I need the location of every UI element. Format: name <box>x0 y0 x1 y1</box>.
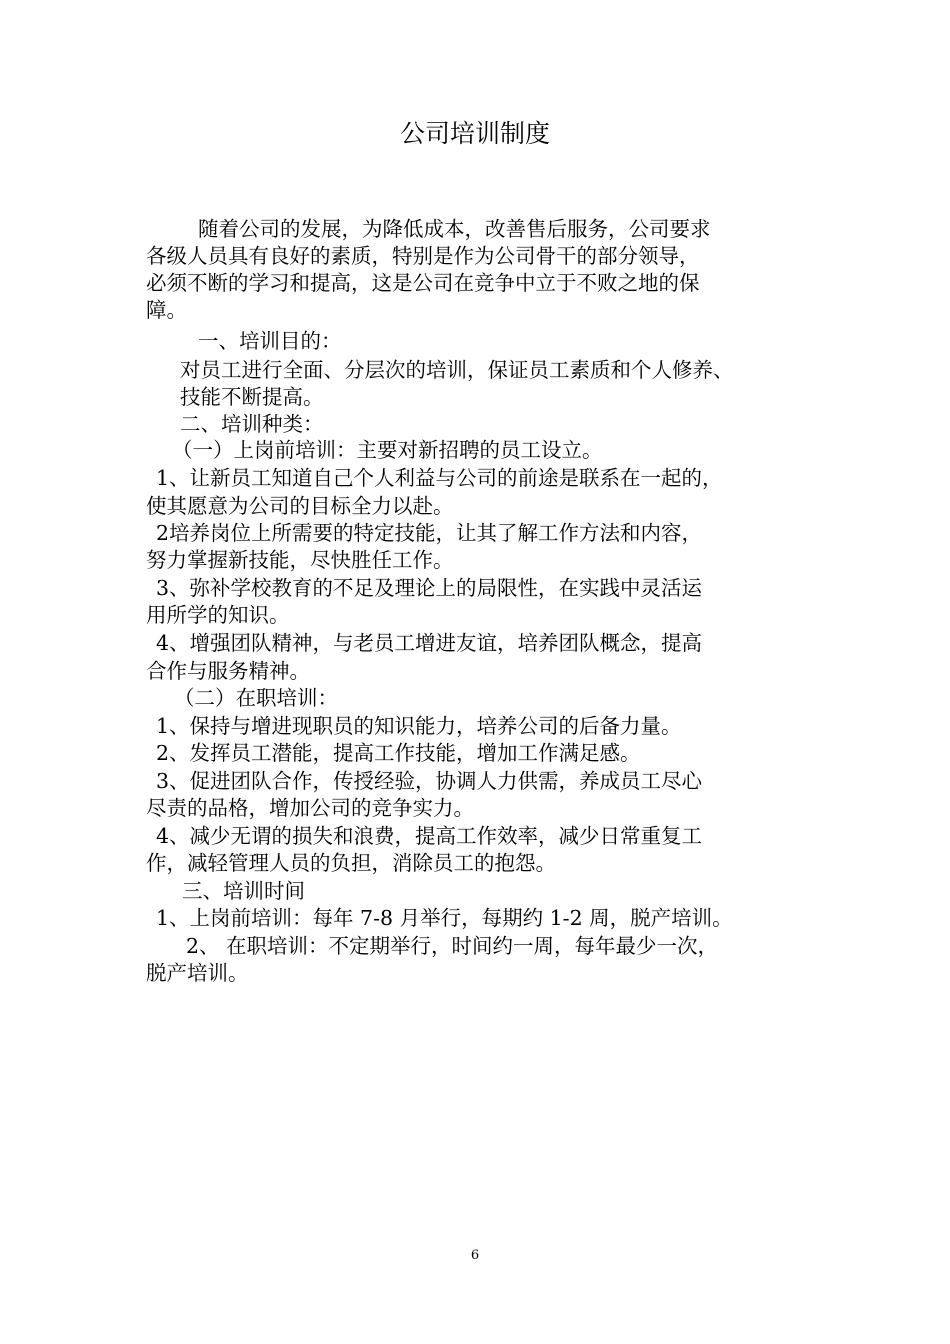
section-heading: 二、培训种类： <box>180 412 324 436</box>
paragraph-line: 随着公司的发展，为降低成本，改善售后服务，公司要求 <box>198 217 711 241</box>
list-item-cont: 努力掌握新技能，尽快胜任工作。 <box>146 548 454 572</box>
list-item: 4、增强团队精神，与老员工增进友谊，培养团队概念，提高 <box>156 631 703 655</box>
list-item: 1、保持与增进现职员的知识能力，培养公司的后备力量。 <box>156 714 682 738</box>
list-item: 1、让新员工知道自己个人利益与公司的前途是联系在一起的， <box>156 466 723 490</box>
list-item: 2、 在职培训：不定期举行，时间约一周，每年最少一次， <box>186 934 719 958</box>
list-item-cont: 用所学的知识。 <box>146 603 290 627</box>
paragraph-line: 必须不断的学习和提高，这是公司在竞争中立于不败之地的保 <box>146 271 700 295</box>
paragraph-line: 技能不断提高。 <box>180 385 324 409</box>
list-item: 1、上岗前培训：每年 7-8 月举行，每期约 1-2 周，脱产培训。 <box>156 906 733 930</box>
page-number: 6 <box>470 1248 480 1263</box>
section-heading: 一、培训目的： <box>198 329 342 353</box>
section-heading: 三、培训时间 <box>182 879 305 903</box>
paragraph-line: 对员工进行全面、分层次的培训，保证员工素质和个人修养、 <box>180 358 734 382</box>
subsection-heading: （一）上岗前培训：主要对新招聘的员工设立。 <box>172 438 603 462</box>
paragraph-line: 障。 <box>146 298 187 322</box>
document-title: 公司培训制度 <box>399 119 550 148</box>
list-item: 4、减少无谓的损失和浪费，提高工作效率，减少日常重复工 <box>156 824 703 848</box>
list-item: 2培养岗位上所需要的特定技能，让其了解工作方法和内容， <box>156 521 703 545</box>
list-item-cont: 脱产培训。 <box>146 961 249 985</box>
paragraph-line: 各级人员具有良好的素质，特别是作为公司骨干的部分领导， <box>146 244 700 268</box>
list-item-cont: 尽责的品格，增加公司的竞争实力。 <box>146 796 474 820</box>
list-item: 2、发挥员工潜能，提高工作技能，增加工作满足感。 <box>156 741 641 765</box>
list-item-cont: 作，减轻管理人员的负担，消除员工的抱怨。 <box>146 851 556 875</box>
list-item: 3、弥补学校教育的不足及理论上的局限性，在实践中灵活运 <box>156 576 703 600</box>
subsection-heading: （二）在职培训： <box>174 686 338 710</box>
list-item-cont: 合作与服务精神。 <box>146 659 310 683</box>
list-item-cont: 使其愿意为公司的目标全力以赴。 <box>146 494 454 518</box>
list-item: 3、促进团队合作，传授经验，协调人力供需，养成员工尽心 <box>156 769 703 793</box>
